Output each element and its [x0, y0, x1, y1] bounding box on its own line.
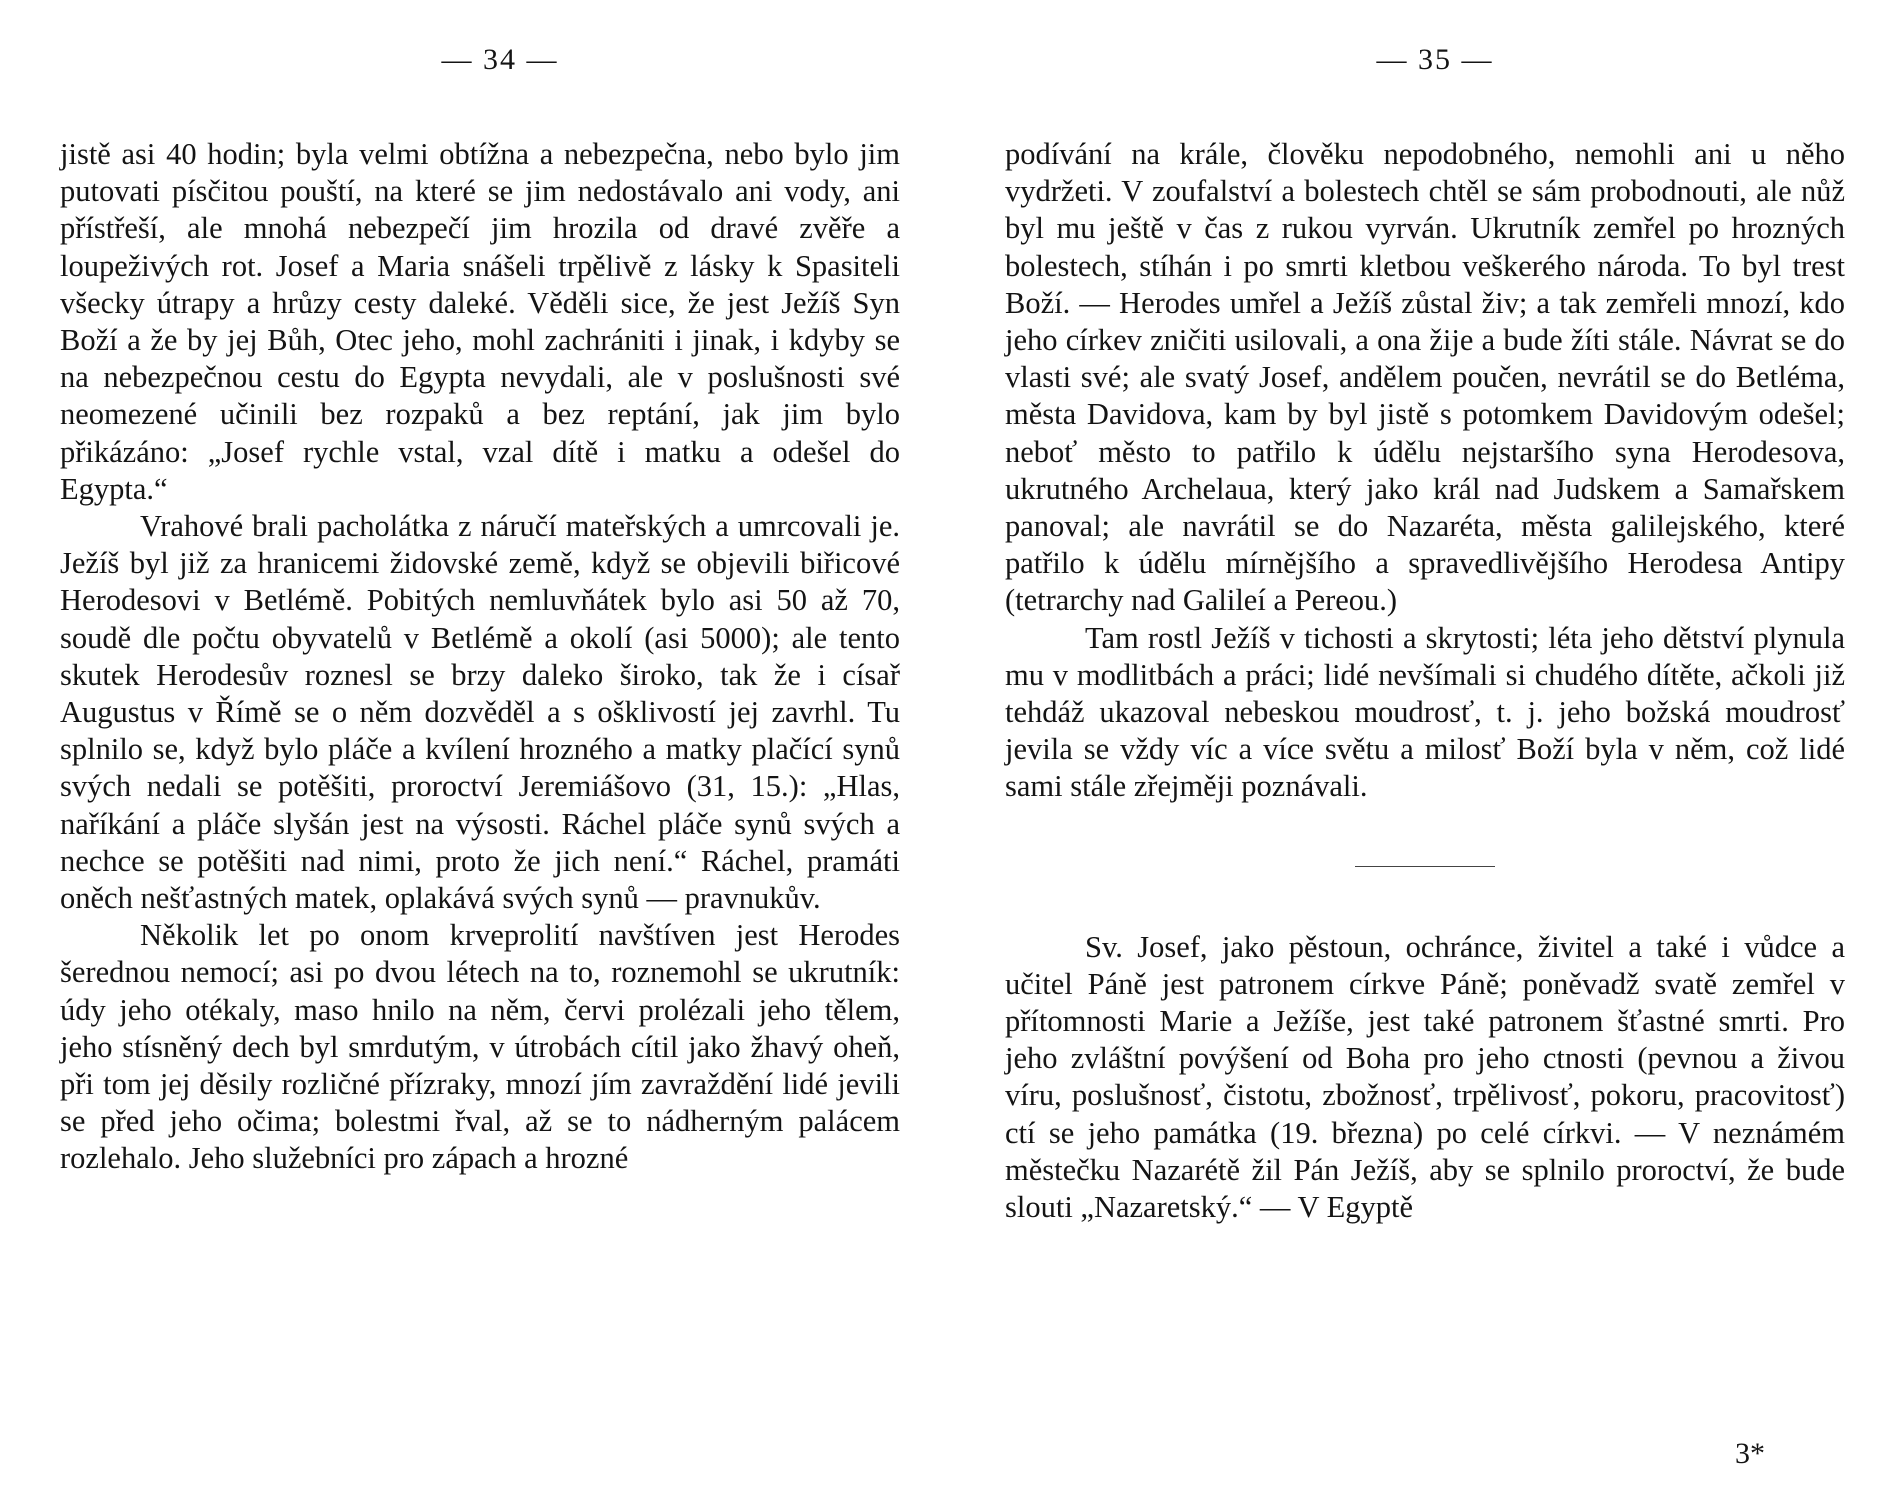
left-page: [60, 40, 900, 1480]
paragraph: Tam rostl Ježíš v tichosti a skrytosti; léta jeho dětství plynula mu v modlitbách a práci; lidé nevšímali si chudého dítěte, ačkoli již tehdáž ukazoval nebeskou moudrosť, t. j. jeho božská moudrosť jevila se vždy víc a více světu a milosť Boží byla v něm, což lidé sami stále zřejměji poznávali.: [1005, 620, 1845, 804]
page-number-34: — 34 —: [441, 43, 559, 76]
right-page-text: [1005, 136, 1845, 1226]
section-divider: [1355, 866, 1495, 867]
paragraph: Několik let po onom krveprolití navštíven jest Herodes šerednou nemocí; asi po dvou létech na to, roznemohl se ukrutník: údy jeho otékaly, maso hnilo na něm, červi prolézali jeho tělem, jeho stísněný dech byl smrdutým, v útrobách cítil jako žhavý oheň, při tom jej děsily rozličné přízraky, mnozí jím zavraždění lidé jevili se před jeho očima; bolestmi řval, až se to nádherným palácem rozlehalo. Jeho služebníci pro zápach a hrozné: [60, 918, 900, 1176]
paragraph: podívání na krále, člověku nepodobného, nemohli ani u něho vydržeti. V zoufalství a bolestech chtěl se sám probodnouti, ale nůž byl mu ještě v čas z rukou vyrván. Ukrutník zemřel po hrozných bolestech, stíhán i po smrti kletbou veškerého národa. To byl trest Boží. — Herodes umřel a Ježíš zůstal živ; a tak zemřeli mnozí, kdo jeho církev zničiti usilovali, a ona žije a bude žíti stále. Návrat se do vlasti své; ale svatý Josef, andělem poučen, nevrátil se do Betléma, města Davidova, kam by byl jistě s potomkem Davidovým odešel; neboť město to patřilo k údělu nejstaršího syna Herodesova, ukrutného Archelaua, který jako král nad Judskem a Samařskem panoval; ale navrátil se do Nazaréta, města galilejského, které patřilo k údělu mírnějšího a spravedlivějšího Herodesa Antipy (tetrarchy nad Galileí a Pereou.): [1005, 137, 1845, 618]
left-page-text: [60, 136, 900, 1178]
paragraph: Vrahové brali pacholátka z náručí mateřských a umrcovali je. Ježíš byl již za hranicemi židovské země, když se objevili biřicové Herodesovi v Betlémě. Pobitých nemluvňátek bylo asi 50 až 70, soudě dle počtu obyvatelů v Betlémě a okolí (asi 5000); ale tento skutek Herodesův roznesl se brzy daleko široko, tak že i císař Augustus v Římě se o něm dozvěděl a s ošklivostí jej zavrhl. Tu splnilo se, když bylo pláče a kvílení hrozného a matky plačící synů svých nedali se potěšiti, proroctví Jeremiášovo (31, 15.): „Hlas, naříkání a pláče slyšán jest na výsosti. Ráchel pláče synů svých a nechce se potěšiti nad nimi, proto že jich není.“ Ráchel, pramáti oněch nešťastných matek, oplakává svých synů — pravnukův.: [60, 509, 900, 916]
paragraph: Sv. Josef, jako pěstoun, ochránce, živitel a také i vůdce a učitel Páně jest patronem církve Páně; poněvadž svatě zemřel v přítomnosti Marie a Ježíše, jest také patronem šťastné smrti. Pro jeho zvláštní povýšení od Boha pro jeho ctnosti (pevnou a živou víru, poslušnosť, čistotu, zbožnosť, trpělivosť, pokoru, pracovitosť) ctí se jeho památka (19. března) po celé církvi. — V neznámém městečku Nazarétě žil Pán Ježíš, aby se splnilo proroctví, že bude slouti „Nazaretský.“ — V Egyptě: [1005, 929, 1845, 1225]
paragraph: jistě asi 40 hodin; byla velmi obtížna a nebezpečna, nebo bylo jim putovati písčitou pouští, na které se jim nedostávalo ani vody, ani přístřeší, ale mnohá nebezpečí jim hrozila od dravé zvěře a loupeživých rot. Josef a Maria snášeli trpělivě z lásky k Spasiteli všecky útrapy a hrůzy cesty daleké. Věděli sice, že jest Ježíš Syn Boží a že by jej Bůh, Otec jeho, mohl zachrániti i jinak, i kdyby se na nebezpečnou cestu do Egypta nevydali, ale v poslušnosti své neomezené učinili bez rozpaků a bez reptání, jak jim bylo přikázáno: „Josef rychle vstal, vzal dítě i matku a odešel do Egypta.“: [60, 137, 900, 506]
right-page: [1005, 40, 1845, 1480]
page-number-35: — 35 —: [1376, 43, 1494, 76]
signature-mark: 3*: [1735, 1437, 1765, 1470]
